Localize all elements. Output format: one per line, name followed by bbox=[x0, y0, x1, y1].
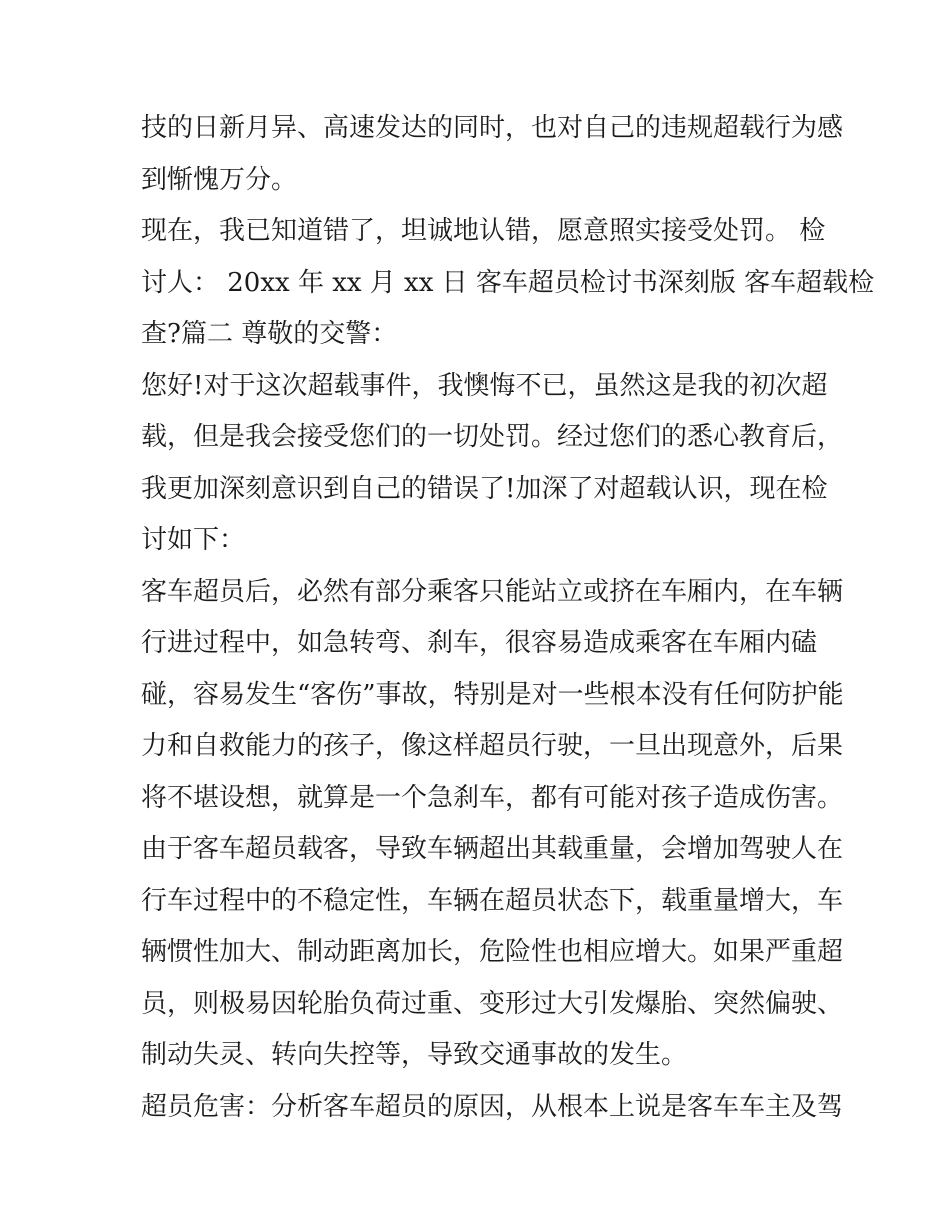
text-line: 现在，我已知道错了，坦诚地认错，愿意照实接受处罚。 检 bbox=[141, 216, 826, 246]
document-body bbox=[141, 103, 875, 1133]
text-line: 技的日新月异、高速发达的同时，也对自己的违规超载行为感 bbox=[141, 113, 844, 143]
text-line: 将不堪设想，就算是一个急刹车，都有可能对孩子造成伤害。 bbox=[141, 782, 844, 813]
text-line: 行进过程中，如急转弯、刹车，很容易造成乘客在车厢内磕 bbox=[141, 628, 818, 658]
text-line: 碰，容易发生“客伤”事故，特别是对一些根本没有任何防护能 bbox=[141, 679, 844, 710]
text-line: 辆惯性加大、制动距离加长，危险性也相应增大。如果严重超 bbox=[141, 937, 844, 967]
text-line: 力和自救能力的孩子，像这样超员行驶，一旦出现意外，后果 bbox=[141, 731, 844, 761]
text-line: 员，则极易因轮胎负荷过重、变形过大引发爆胎、突然偏驶、 bbox=[141, 988, 844, 1019]
text-line: 查?篇二 尊敬的交警： bbox=[141, 319, 398, 349]
text-line: 您好!对于这次超载事件，我懊悔不已，虽然这是我的初次超 bbox=[141, 370, 828, 401]
text-line: 由于客车超员载客，导致车辆超出其载重量，会增加驾驶人在 bbox=[141, 834, 844, 864]
text-line: 超员危害：分析客车超员的原因，从根本上说是客车车主及驾 bbox=[141, 1091, 844, 1122]
text-line: 载，但是我会接受您们的一切处罚。经过您们的悉心教育后， bbox=[141, 422, 844, 452]
text-line: 制动失灵、转向失控等，导致交通事故的发生。 bbox=[141, 1040, 688, 1070]
text-line: 到惭愧万分。 bbox=[141, 164, 298, 195]
text-line: 行车过程中的不稳定性，车辆在超员状态下，载重量增大，车 bbox=[141, 885, 844, 916]
text-line: 客车超员后，必然有部分乘客只能站立或挤在车厢内，在车辆 bbox=[141, 576, 844, 607]
text-line: 我更加深刻意识到自己的错误了!加深了对超载认识，现在检 bbox=[141, 473, 828, 504]
text-line: 讨人： 20xx 年 xx 月 xx 日 客车超员检讨书深刻版 客车超载检 bbox=[141, 267, 875, 298]
text-line: 讨如下： bbox=[141, 525, 246, 555]
